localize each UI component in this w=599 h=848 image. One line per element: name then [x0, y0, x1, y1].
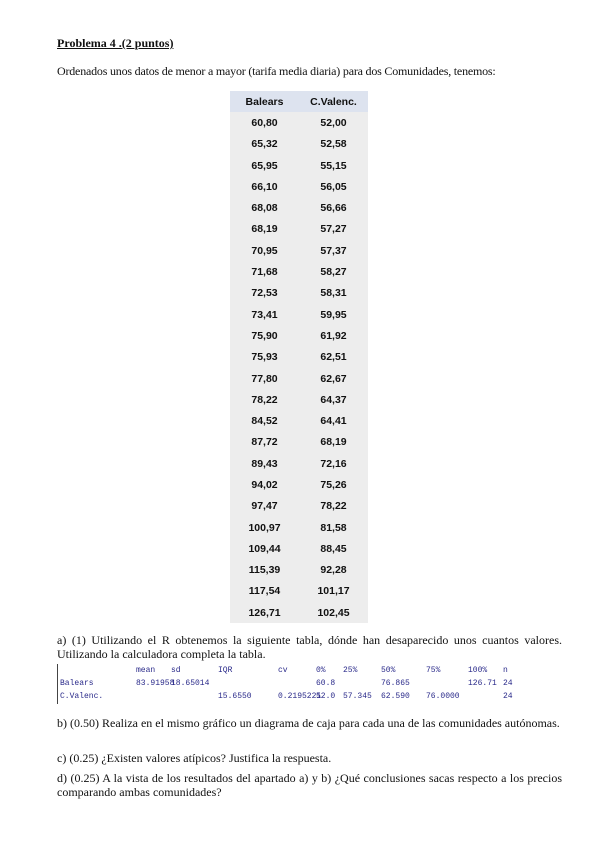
- cell-cvalenc: 75,26: [299, 474, 368, 495]
- cell-balears: 100,97: [230, 517, 299, 538]
- r-header-cell: n: [503, 666, 508, 675]
- cell-cvalenc: 59,95: [299, 304, 368, 325]
- table-row: [230, 347, 368, 368]
- table-row: [230, 602, 368, 623]
- cell-cvalenc: 52,00: [299, 112, 368, 133]
- cell-cvalenc: 57,37: [299, 240, 368, 261]
- table-row: [230, 304, 368, 325]
- table-row: [230, 134, 368, 155]
- cell-balears: 109,44: [230, 538, 299, 559]
- table-row: [230, 219, 368, 240]
- cell-balears: 75,90: [230, 325, 299, 346]
- r-header-cell: cv: [278, 666, 288, 675]
- table-row: [230, 176, 368, 197]
- r-cell: 0.2195221: [278, 692, 322, 701]
- cell-balears: 65,32: [230, 134, 299, 155]
- r-header-cell: 50%: [381, 666, 396, 675]
- question-c: c) (0.25) ¿Existen valores atípicos? Justifica la respuesta.: [57, 751, 332, 765]
- cell-balears: 77,80: [230, 368, 299, 389]
- r-cell: 24: [503, 692, 513, 701]
- cell-cvalenc: 88,45: [299, 538, 368, 559]
- cell-balears: 78,22: [230, 389, 299, 410]
- r-cell: 76.865: [381, 679, 410, 688]
- r-cell: 52.0: [316, 692, 336, 701]
- cell-cvalenc: 64,41: [299, 410, 368, 431]
- cell-balears: 73,41: [230, 304, 299, 325]
- cell-balears: 68,08: [230, 197, 299, 218]
- problem-title: Problema 4 .(2 puntos): [57, 36, 174, 50]
- problem-intro: Ordenados unos datos de menor a mayor (tarifa media diaria) para dos Comunidades, tenemos:: [57, 64, 496, 78]
- cell-cvalenc: 78,22: [299, 496, 368, 517]
- cell-balears: 126,71: [230, 602, 299, 623]
- cell-cvalenc: 57,27: [299, 219, 368, 240]
- r-cell: 76.0000: [426, 692, 460, 701]
- r-header-cell: 75%: [426, 666, 441, 675]
- table-row: [230, 240, 368, 261]
- cell-balears: 89,43: [230, 453, 299, 474]
- column-header-cvalenc: C.Valenc.: [299, 91, 368, 112]
- r-row-label: C.Valenc.: [60, 692, 104, 701]
- cell-cvalenc: 92,28: [299, 560, 368, 581]
- cell-balears: 70,95: [230, 240, 299, 261]
- column-header-balears: Balears: [230, 91, 299, 112]
- cell-balears: 71,68: [230, 261, 299, 282]
- table-row: [230, 368, 368, 389]
- cell-balears: 72,53: [230, 283, 299, 304]
- r-cell: 57.345: [343, 692, 372, 701]
- r-cell: 24: [503, 679, 513, 688]
- table-row: [230, 496, 368, 517]
- r-cell: 126.71: [468, 679, 497, 688]
- question-d: d) (0.25) A la vista de los resultados del apartado a) y b) ¿Qué conclusiones sacas respecto a los precios comparando ambas comunidades?: [57, 771, 562, 799]
- cell-cvalenc: 62,51: [299, 347, 368, 368]
- cell-cvalenc: 56,05: [299, 176, 368, 197]
- r-cell: 62.590: [381, 692, 410, 701]
- cell-balears: 117,54: [230, 581, 299, 602]
- cell-cvalenc: 81,58: [299, 517, 368, 538]
- data-table: [230, 91, 368, 623]
- table-row: [230, 325, 368, 346]
- table-row: [230, 261, 368, 282]
- r-cell: 83.91958: [136, 679, 175, 688]
- r-row-label: Balears: [60, 679, 94, 688]
- table-row: [230, 112, 368, 133]
- cell-balears: 97,47: [230, 496, 299, 517]
- table-row: [230, 538, 368, 559]
- r-header-cell: 0%: [316, 666, 326, 675]
- table-row: [230, 474, 368, 495]
- table-row: [230, 581, 368, 602]
- cell-cvalenc: 58,27: [299, 261, 368, 282]
- cell-balears: 60,80: [230, 112, 299, 133]
- r-header-cell: IQR: [218, 666, 233, 675]
- table-row: [230, 283, 368, 304]
- cell-cvalenc: 56,66: [299, 197, 368, 218]
- table-row: [230, 155, 368, 176]
- cell-balears: 94,02: [230, 474, 299, 495]
- r-header-cell: sd: [171, 666, 181, 675]
- question-b: b) (0.50) Realiza en el mismo gráfico un diagrama de caja para cada una de las comunidades autónomas.: [57, 716, 560, 730]
- r-cell: 60.8: [316, 679, 336, 688]
- table-row: [230, 389, 368, 410]
- cell-cvalenc: 64,37: [299, 389, 368, 410]
- cell-cvalenc: 52,58: [299, 134, 368, 155]
- cell-balears: 84,52: [230, 410, 299, 431]
- table-row: [230, 453, 368, 474]
- r-header-cell: mean: [136, 666, 156, 675]
- table-row: [230, 197, 368, 218]
- cell-cvalenc: 61,92: [299, 325, 368, 346]
- cell-balears: 66,10: [230, 176, 299, 197]
- cell-cvalenc: 58,31: [299, 283, 368, 304]
- table-row: [230, 560, 368, 581]
- table-row: [230, 517, 368, 538]
- table-row: [230, 410, 368, 431]
- r-cell: 15.6550: [218, 692, 252, 701]
- r-output-table: [57, 664, 563, 704]
- cell-balears: 87,72: [230, 432, 299, 453]
- cell-cvalenc: 102,45: [299, 602, 368, 623]
- cell-balears: 75,93: [230, 347, 299, 368]
- cell-balears: 68,19: [230, 219, 299, 240]
- table-row: [230, 432, 368, 453]
- cell-balears: 65,95: [230, 155, 299, 176]
- cell-balears: 115,39: [230, 560, 299, 581]
- cell-cvalenc: 72,16: [299, 453, 368, 474]
- question-a: a) (1) Utilizando el R obtenemos la siguiente tabla, dónde han desaparecido unos cuantos valores. Utilizando la calculadora completa la tabla.: [57, 633, 562, 661]
- cell-cvalenc: 62,67: [299, 368, 368, 389]
- table-header-row: [230, 91, 368, 112]
- cell-cvalenc: 68,19: [299, 432, 368, 453]
- r-header-cell: 25%: [343, 666, 358, 675]
- cell-cvalenc: 101,17: [299, 581, 368, 602]
- r-cell: 18.65014: [171, 679, 210, 688]
- r-header-cell: 100%: [468, 666, 488, 675]
- cell-cvalenc: 55,15: [299, 155, 368, 176]
